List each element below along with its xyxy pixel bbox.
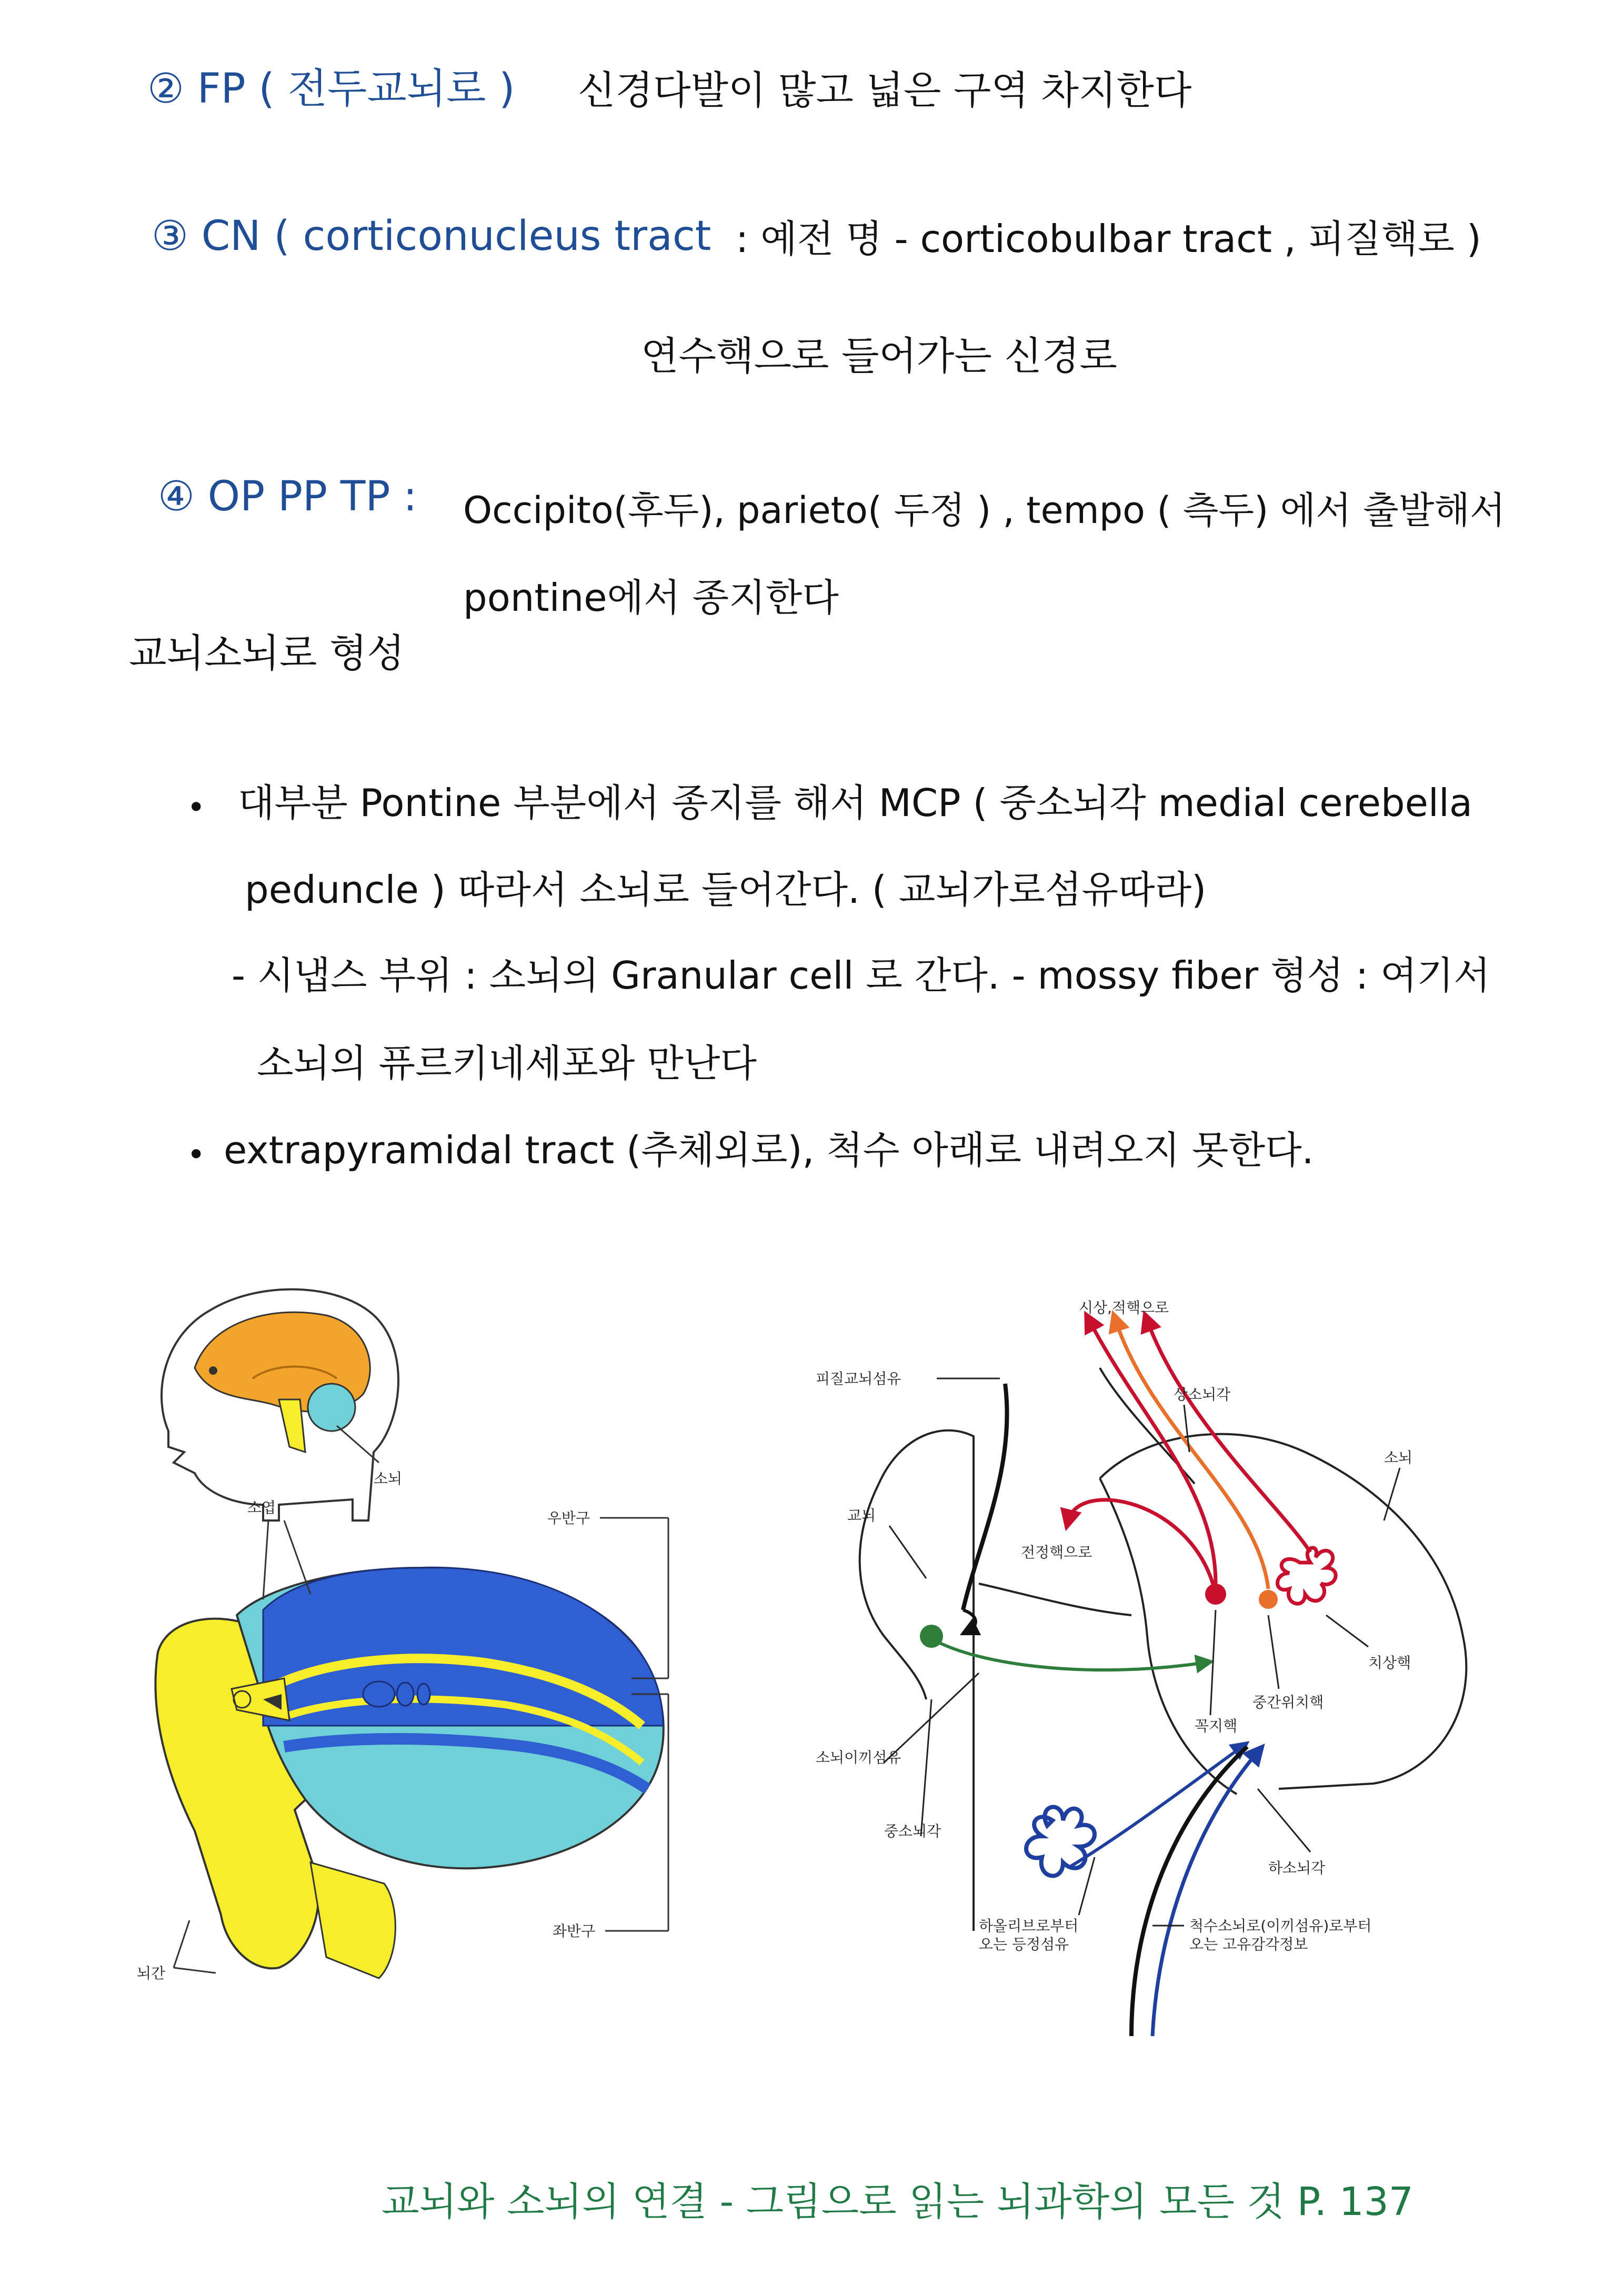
label-olive-line2: 오는 등정섬유 [979,1936,1069,1953]
cn-label: ③ CN ( corticonucleus tract [152,213,711,260]
op-line2: pontine에서 종지한다 [463,576,839,620]
label-vestibular: 전정핵으로 [1021,1544,1092,1561]
bullet-dot: • [187,789,206,826]
label-cerebellum: 소뇌 [374,1470,403,1487]
label-brainstem: 뇌간 [137,1965,166,1982]
figure-caption: 교뇌와 소뇌의 연결 - 그림으로 읽는 뇌과학의 모든 것 P. 137 [382,2179,1414,2224]
fp-label: ② FP ( 전두교뇌로 ) [147,65,515,113]
label-superior-peduncle: 상소뇌각 [1174,1386,1231,1403]
cerebellar-pathways-figure [805,1300,1552,2041]
label-left-hemisphere: 좌반구 [553,1922,596,1940]
label-pons: 교뇌 [847,1507,876,1524]
bullet-dot: • [187,1136,206,1173]
cerebellum-section [155,1568,663,1978]
label-corticopontine: 피질교뇌섬유 [816,1370,901,1387]
bullet1-line2: peduncle ) 따라서 소뇌로 들어간다. ( 교뇌가로섬유따라) [245,868,1207,912]
bullet1-line1: 대부분 Pontine 부분에서 종지를 해서 MCP ( 중소뇌각 medial cerebella [238,781,1473,825]
label-cerebellum: 소뇌 [1384,1449,1413,1466]
label-mossy: 소뇌이끼섬유 [816,1749,901,1766]
cn-line2: 연수핵으로 들어가는 신경로 [641,334,1117,379]
sub-line2: 소뇌의 퓨르키네세포와 만난다 [257,1041,757,1085]
op-line1: Occipito(후두), parieto( 두정 ) , tempo ( 측두) 에서 출발해서 [463,489,1506,532]
label-dentate: 치상핵 [1368,1654,1411,1671]
cn-description: : 예전 명 - corticobulbar tract , 피질핵로 ) [736,217,1481,261]
label-fastigial: 꼭지핵 [1195,1717,1238,1735]
label-middle-peduncle: 중소뇌각 [884,1822,941,1840]
label-interposed: 중간위치핵 [1252,1694,1324,1711]
label-folia: 소엽 [247,1499,276,1516]
label-right-hemisphere: 우반구 [547,1509,590,1527]
label-spino-line2: 오는 고유감각정보 [1189,1936,1308,1953]
label-thalamus-tract: 시상,적핵으로 [1079,1300,1169,1316]
section-title: 교뇌소뇌로 형성 [129,631,405,676]
label-spino-line1: 척수소뇌로(이끼섬유)로부터 [1189,1917,1372,1935]
label-olive-line1: 하올리브로부터 [979,1917,1079,1935]
label-inferior-peduncle: 하소뇌각 [1268,1859,1326,1877]
sub-line1: - 시냅스 부위 : 소뇌의 Granular cell 로 간다. - mossy fiber 형성 : 여기서 [232,953,1490,998]
cerebellum-anatomy-figure [105,1273,805,2062]
head-diagram [162,1290,398,1520]
bullet2: extrapyramidal tract (추체외로), 척수 아래로 내려오지 못한다. [224,1128,1314,1172]
op-label: ④ OP PP TP : [158,473,417,520]
fp-description: 신경다발이 많고 넓은 구역 차지한다 [578,68,1192,113]
